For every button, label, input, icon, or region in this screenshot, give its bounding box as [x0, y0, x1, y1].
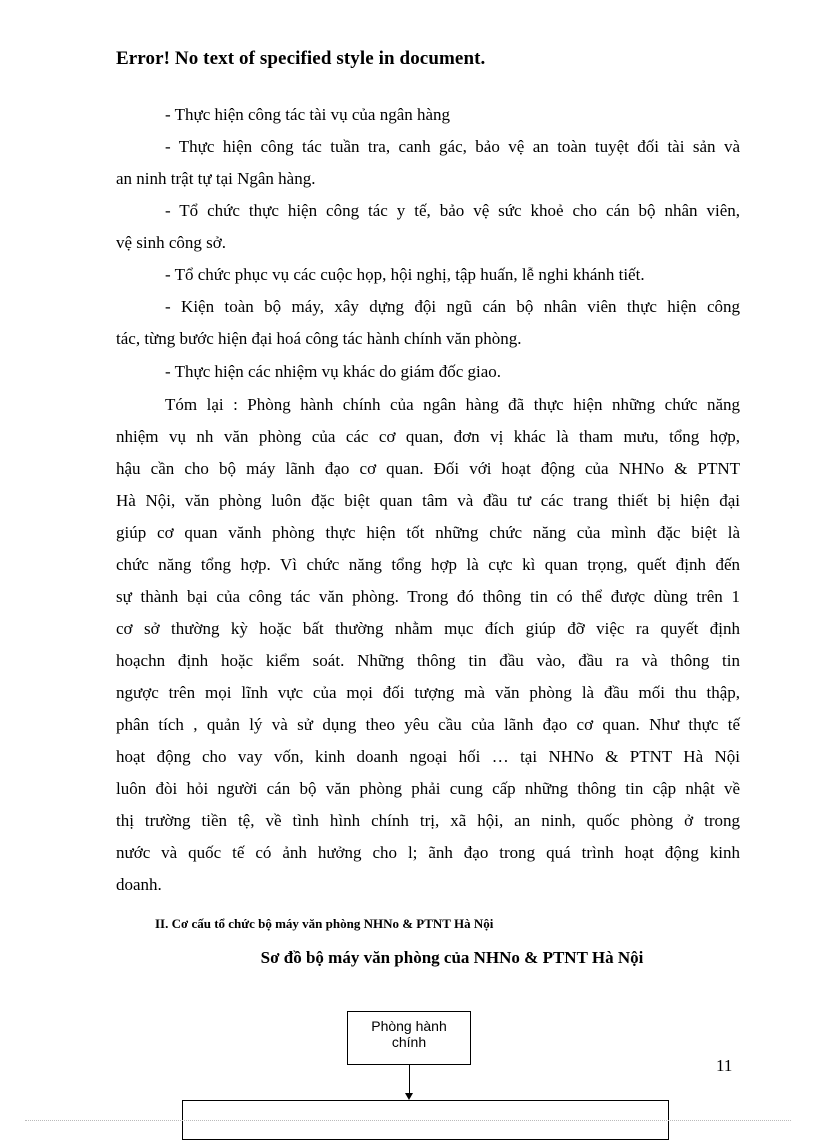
body-line-13: Hà Nội, văn phòng luôn đặc biệt quan tâm và đầu tư các trang thiết bị hiện đại — [116, 491, 740, 510]
body-line-23: thị trường tiền tệ, về tình hình chính trị, xã hội, an ninh, quốc phòng ở trong — [116, 811, 740, 830]
body-line-9: - Thực hiện các nhiệm vụ khác do giám đốc giao. — [165, 362, 502, 381]
body-line-15: chức năng tổng hợp. Vì chức năng tổng hợp là cực kì quan trọng, quết định đến — [116, 555, 740, 574]
body-line-1: - Thực hiện công tác tài vụ của ngân hàng — [165, 105, 451, 124]
body-line-5: vệ sinh công sở. — [116, 233, 227, 252]
body-line-2: - Thực hiện công tác tuần tra, canh gác, bảo vệ an toàn tuyệt đối tài sản và — [165, 137, 740, 156]
org-box-label-line-1: Phòng hành — [371, 1018, 447, 1034]
body-line-11: nhiệm vụ nh văn phòng của các cơ quan, đơn vị khác là tham mưu, tổng hợp, — [116, 427, 740, 446]
body-line-12: hậu cần cho bộ máy lãnh đạo cơ quan. Đối với hoạt động của NHNo & PTNT — [116, 459, 740, 478]
arrow-down-icon — [405, 1093, 413, 1100]
section-heading: II. Cơ cấu tổ chức bộ máy văn phòng NHNo & PTNT Hà Nội — [155, 916, 494, 931]
body-line-17: cơ sở thường kỳ hoặc bất thường nhằm mục đích giúp đỡ việc ra quyết định — [116, 619, 740, 638]
page-header: Error! No text of specified style in document. — [116, 48, 486, 69]
body-line-4: - Tổ chức thực hiện công tác y tế, bảo vệ sức khoẻ cho cán bộ nhân viên, — [165, 201, 740, 220]
body-line-8: tác, từng bước hiện đại hoá công tác hành chính văn phòng. — [116, 329, 522, 348]
org-box-admin — [347, 1011, 471, 1065]
body-line-25: doanh. — [116, 875, 162, 894]
body-line-10: Tóm lại : Phòng hành chính của ngân hàng đã thực hiện những chức năng — [165, 395, 740, 414]
body-line-22: luôn đòi hỏi người cán bộ văn phòng phải cung cấp những thông tin cập nhật về — [116, 779, 740, 798]
body-line-6: - Tổ chức phục vụ các cuộc họp, hội nghị, tập huấn, lễ nghi khánh tiết. — [165, 265, 645, 284]
org-box-label-line-2: chính — [391, 1034, 427, 1050]
body-line-7: - Kiện toàn bộ máy, xây dựng đội ngũ cán bộ nhân viên thực hiện công — [165, 297, 740, 316]
body-line-16: sự thành bại của công tác văn phòng. Trong đó thông tin có thể được dùng trên 1 — [116, 587, 740, 606]
page-number: 11 — [716, 1056, 733, 1075]
body-line-18: hoạchn định hoặc kiểm soát. Những thông tin đầu vào, đầu ra và thông tin — [116, 651, 740, 670]
body-line-20: phân tích , quản lý và sử dụng theo yêu cầu của lãnh đạo cơ quan. Như thực tế — [116, 715, 740, 734]
diagram-title: Sơ đồ bộ máy văn phòng của NHNo & PTNT Hà Nội — [260, 948, 644, 967]
body-line-3: an ninh trật tự tại Ngân hàng. — [116, 169, 316, 188]
connector-line — [409, 1065, 410, 1095]
body-line-21: hoạt động cho vay vốn, kinh doanh ngoại hối … tại NHNo & PTNT Hà Nội — [116, 747, 740, 766]
body-line-14: giúp cơ quan vănh phòng thực hiện tốt những chức năng của mình đặc biệt là — [116, 523, 740, 542]
body-line-19: ngược trên mọi lĩnh vực của mọi đối tượng mà văn phòng là đầu mối thu thập, — [116, 683, 740, 702]
body-line-24: nước và quốc tế có ảnh hưởng cho l; ãnh đạo trong quá trình hoạt động kinh — [116, 843, 740, 862]
page-break-divider — [25, 1120, 791, 1121]
